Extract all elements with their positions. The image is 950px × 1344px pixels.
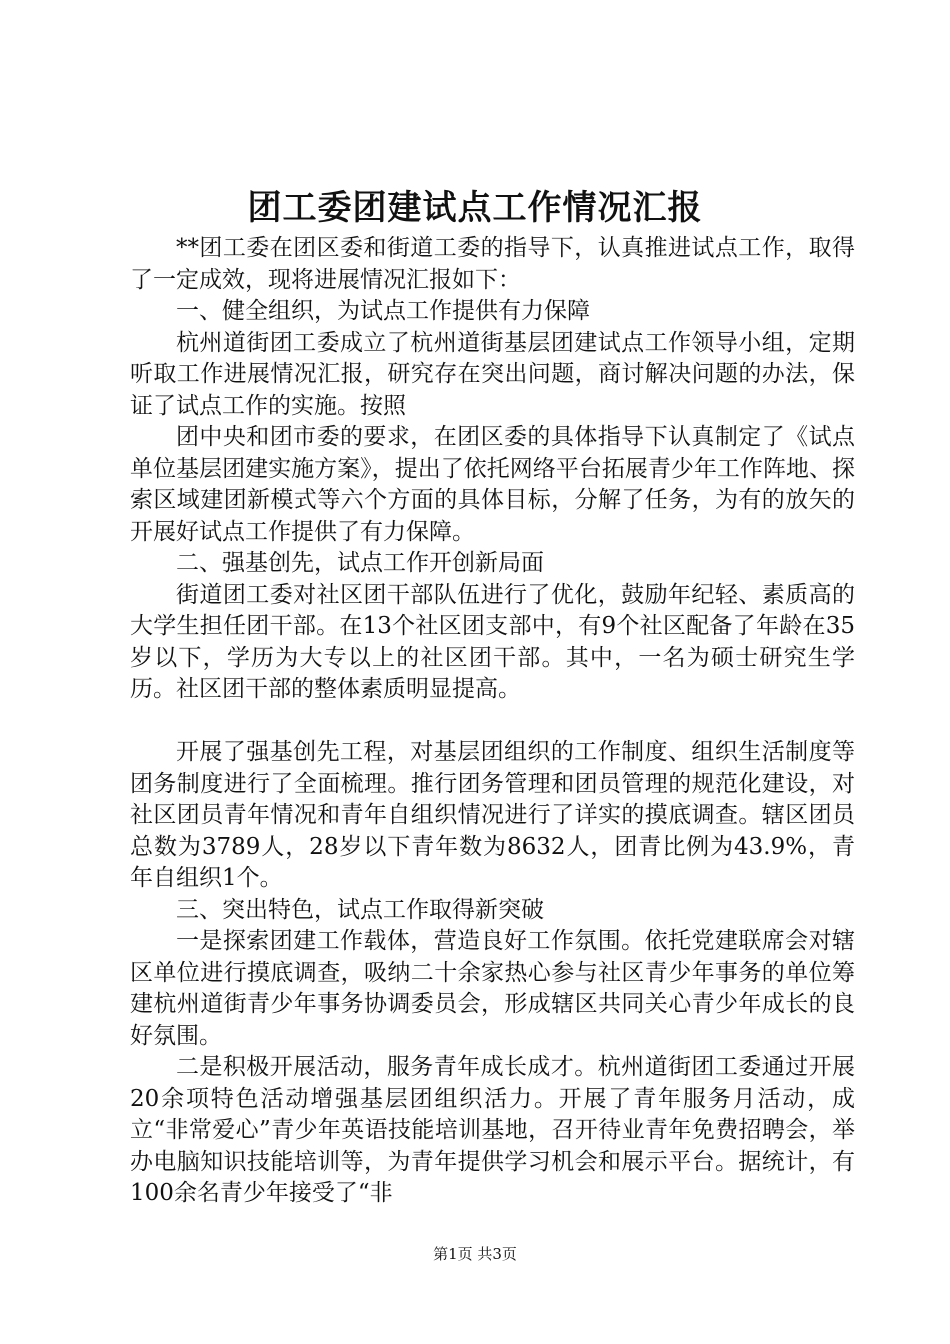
document-body [130,233,855,1210]
page-footer: 第1页 共3页 [433,1245,517,1263]
paragraph: 二是积极开展活动，服务青年成长成才。杭州道街团工委通过开展20余项特色活动增强基层团组织活力。开展了青年服务月活动，成立“非常爱心”青少年英语技能培训基地，召开待业青年免费招聘会，举办电脑知识技能培训等，为青年提供学习机会和展示平台。据统计，有100余名青少年接受了“非 [130,1054,855,1206]
document-title: 团工委团建试点工作情况汇报 [247,188,703,228]
paragraph: 团中央和团市委的要求，在团区委的具体指导下认真制定了《试点单位基层团建实施方案》，提出了依托网络平台拓展青少年工作阵地、探索区域建团新模式等六个方面的具体目标，分解了任务，为有的放矢的开展好试点工作提供了有力保障。 [130,424,855,545]
section-heading-1: 一、健全组织，为试点工作提供有力保障 [176,298,590,324]
paragraph: 杭州道街团工委成立了杭州道街基层团建试点工作领导小组，定期听取工作进展情况汇报，研究存在突出问题，商讨解决问题的办法，保证了试点工作的实施。按照 [130,329,855,419]
paragraph-intro: **团工委在团区委和街道工委的指导下，认真推进试点工作，取得了一定成效，现将进展情况汇报如下： [130,235,855,293]
section-heading-3: 三、突出特色，试点工作取得新突破 [176,896,544,923]
blank-line [130,706,855,738]
paragraph: 街道团工委对社区团干部队伍进行了优化，鼓励年纪轻、素质高的大学生担任团干部。在13个社区团支部中，有9个社区配备了年龄在35岁以下，学历为大专以上的社区团干部。其中，一名为硕士研究生学历。社区团干部的整体素质明显提高。 [130,581,855,702]
paragraph: 开展了强基创先工程，对基层团组织的工作制度、组织生活制度等团务制度进行了全面梳理。推行团务管理和团员管理的规范化建设，对社区团员青年情况和青年自组织情况进行了详实的摸底调查。辖区团员总数为3789人，28岁以下青年数为8632人，团青比例为43.9%，青年自组织1个。 [130,739,855,891]
section-heading-2: 二、强基创先，试点工作开创新局面 [176,550,544,576]
paragraph: 一是探索团建工作载体，营造良好工作氛围。依托党建联席会对辖区单位进行摸底调查，吸纳二十余家热心参与社区青少年事务的单位筹建杭州道街青少年事务协调委员会，形成辖区共同关心青少年成长的良好氛围。 [130,928,855,1049]
